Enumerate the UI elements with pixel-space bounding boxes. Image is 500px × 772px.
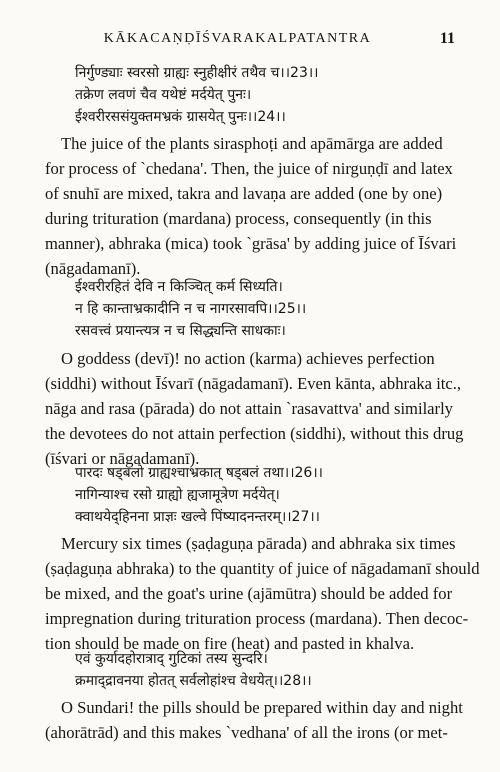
paragraph-line: Mercury six times (ṣaḍaguṇa pārada) and abhraka six times (61, 534, 456, 553)
paragraph-line: (nāgadamanī). (45, 259, 141, 278)
paragraph-line: for process of `chedana'. Then, the juice of nirguṇḍī and latex (45, 159, 453, 178)
verse-line: रसवत्त्वं प्रयान्त्यत्र न च सिद्ध्यन्ति साधकाः। (75, 323, 286, 339)
paragraph-line: impregnation during trituration process (mardana). Then decoc- (45, 609, 469, 628)
paragraph-line: The juice of the plants sirasphoṭi and apāmārga are added (61, 134, 443, 153)
verse-line: पारदः षड्बलो ग्राह्यश्चाभ्रकात् षड्बलं तथा।।26।। (75, 465, 323, 481)
verse-23-24 (75, 62, 435, 128)
verse-line: तक्रेण लवणं चैव यथेष्टं मर्दयेत् पुनः। (75, 87, 252, 103)
paragraph-line: manner), abhraka (mica) took `grāsa' by adding juice of Īśvari (45, 234, 457, 253)
translation-paragraph-3 (45, 531, 480, 656)
verse-line: ईश्वरीरससंयुक्तमभ्रकं ग्रासयेत् पुनः।।24।। (75, 109, 286, 125)
paragraph-line: O Sundari! the pills should be prepared within day and night (61, 698, 463, 717)
paragraph-line: (ahorātrād) and this makes `vedhana' of all the irons (or met- (45, 723, 448, 742)
paragraph-line: of snuhī are mixed, takra and lavaṇa are added (one by one) (45, 184, 443, 203)
paragraph-line: O goddess (devī)! no action (karma) achieves perfection (61, 349, 435, 368)
paragraph-line: during trituration (mardana) process, consequently (in this (45, 209, 432, 228)
verse-line: एवं कुर्यादहोरात्राद् गुटिकां तस्य सुन्दरि। (75, 651, 268, 667)
verse-line: क्रमाद्द्रावनया होतत् सर्वलोहांश्च वेधयेत्।।28।। (75, 673, 312, 689)
running-title: KĀKACAṆḌĪŚVARAKALPATANTRA (103, 31, 372, 46)
verse-28 (75, 648, 435, 692)
paragraph-line: be mixed, and the goat's urine (ajāmūtra) should be added for (45, 584, 453, 603)
verse-line: क्वाथयेद्हिनना प्राज्ञः खल्वे पिंष्यादनन्तरम्।।27।। (75, 509, 320, 525)
verse-25 (75, 276, 435, 342)
paragraph-line: (siddhi) without Īśvarī (nāgadamanī). Even kānta, abhraka itc., (45, 374, 462, 393)
paragraph-line: nāga and rasa (pārada) do not attain `rasavattva' and similarly (45, 399, 453, 418)
page-header (60, 30, 455, 50)
paragraph-line: (īśvari or nāgadamanī). (45, 449, 200, 468)
paragraph-line: the devotees do not attain perfection (siddhi), without this drug (45, 424, 464, 443)
paragraph-line: tion should be made on fire (heat) and pasted in khalva. (45, 634, 415, 653)
verse-line: निर्गुण्ड्याः स्वरसो ग्राह्यः स्नुहीक्षीरं तथैव च।।23।। (75, 65, 319, 81)
page-number: 11 (439, 30, 455, 47)
translation-paragraph-1 (45, 131, 460, 281)
translation-paragraph-4 (45, 695, 463, 745)
verse-line: नागिन्याश्च रसो ग्राह्यो ह्यजामूत्रेण मर्दयेत्। (75, 487, 280, 503)
verse-26-27 (75, 462, 435, 528)
paragraph-line: (ṣaḍaguṇa abhraka) to the quantity of juice of nāgadamanī should (45, 559, 480, 578)
verse-line: न हि कान्ताभ्रकादीनि न च नागरसावपि।।25।। (75, 301, 307, 317)
verse-line: ईश्वरीरहितं देवि न किञ्चित् कर्म सिध्यति। (75, 279, 283, 295)
translation-paragraph-2 (45, 346, 464, 471)
